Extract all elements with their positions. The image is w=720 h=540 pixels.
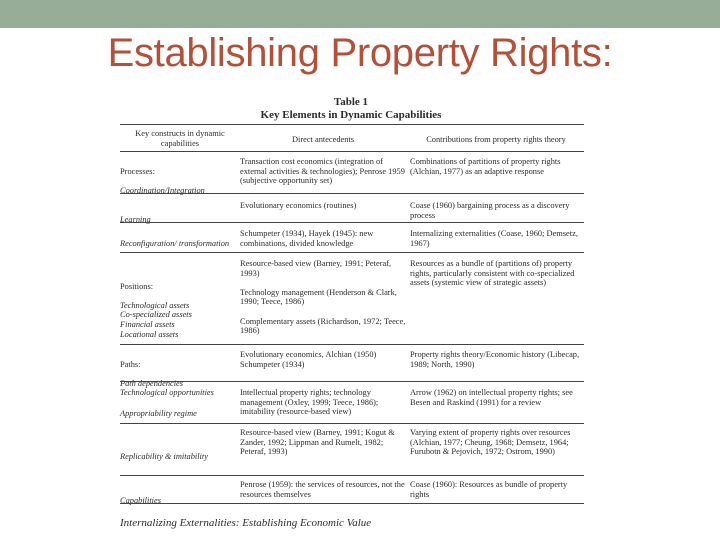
row-rule [120, 381, 584, 382]
table-title: Key Elements in Dynamic Capabilities [260, 109, 442, 121]
table-top-rule [120, 124, 584, 125]
contributions-cell: Coase (1960) bargaining process as a discovery process [410, 201, 570, 220]
header-contributions: Contributions from property rights theory [426, 135, 566, 144]
contributions-cell: Property rights theory/Economic history (Libecap, 1989; North, 1990) [410, 350, 580, 369]
row-rule [120, 475, 584, 476]
construct-cell [120, 157, 238, 205]
antecedents-cell: Transaction cost economics (integration of external activities & technologies); Penrose 1959 (subjective opportunity set) [240, 157, 405, 186]
construct-main: Processes: [120, 166, 155, 176]
slide-title: Establishing Property Rights: [107, 31, 613, 75]
table-header-rule [120, 151, 584, 152]
row-rule [120, 222, 584, 223]
slide-top-bar [0, 0, 720, 28]
row-rule [120, 193, 584, 194]
construct-main: Paths: [120, 359, 141, 369]
construct-sub: Path dependencies Technological opportunities [120, 378, 214, 398]
contributions-cell: Combinations of partitions of property rights (Alchian, 1977) as an adaptive response [410, 157, 561, 176]
antecedents-cell: Evolutionary economics, Alchian (1950) Schumpeter (1934) [240, 350, 377, 369]
antecedents-cell: Evolutionary economics (routines) [240, 201, 357, 210]
header-direct-antecedents: Direct antecedents [291, 135, 355, 144]
construct-cell [120, 229, 238, 258]
construct-sub: Technological assets Co-specialized assets Financial assets Locational assets [120, 300, 192, 339]
antecedents-cell: Resource-based view (Barney, 1991; Kogut & Zander, 1992; Lippman and Rumelt, 1982; Peteraf, 1993) [240, 428, 395, 457]
construct-sub: Capabilities [120, 495, 161, 505]
construct-cell [120, 388, 238, 428]
construct-cell [120, 259, 238, 349]
construct-cell [120, 428, 238, 471]
construct-sub: Appropriability regime [120, 408, 197, 418]
contributions-cell: Internalizing externalities (Coase, 1960; Demsetz, 1967) [410, 229, 578, 248]
row-rule [120, 423, 584, 424]
contributions-cell: Varying extent of property rights over resources (Alchian, 1977; Cheung, 1968; Demsetz, 1964; Furubotn & Pejovich, 1972; Ostrom, 1990) [410, 428, 571, 457]
construct-sub: Replicability & imitability [120, 451, 208, 461]
header-key-constructs: Key constructs in dynamic capabilities [135, 129, 225, 148]
antecedents-cell: Intellectual property rights; technology management (Oxley, 1999; Teece, 1986); imitability (resource-based view) [240, 388, 379, 417]
construct-sub: Learning [120, 214, 151, 224]
contributions-cell: Arrow (1962) on intellectual property rights; see Besen and Raskind (1991) for a review [410, 388, 573, 407]
antecedents-cell: Resource-based view (Barney, 1991; Peteraf, 1993) Technology management (Henderson & Clark, 1990; Teece, 1986) Complementary assets (Richardson, 1972; Teece, 1986) [240, 259, 406, 336]
table-caption: Internalizing Externalities: Establishing Economic Value [120, 517, 372, 529]
contributions-cell: Resources as a bundle of (partitions of) property rights, particularly consistent with co-specialized assets (systemic view of strategic assets) [410, 259, 575, 288]
construct-sub: Coordination/Integration [120, 185, 205, 195]
contributions-cell: Coase (1960): Resources as bundle of property rights [410, 480, 568, 499]
antecedents-cell: Penrose (1959): the services of resources, not the resources themselves [240, 480, 405, 499]
row-rule [120, 252, 584, 253]
construct-sub: Reconfiguration/ transformation [120, 238, 230, 248]
table-number: Table 1 [333, 96, 369, 108]
table-bottom-rule [120, 503, 584, 504]
table-image [116, 91, 624, 534]
antecedents-cell: Schumpeter (1934), Hayek (1945): new combinations, divided knowledge [240, 229, 374, 248]
construct-cell [120, 480, 238, 515]
construct-main: Positions: [120, 281, 154, 291]
row-rule [120, 344, 584, 345]
